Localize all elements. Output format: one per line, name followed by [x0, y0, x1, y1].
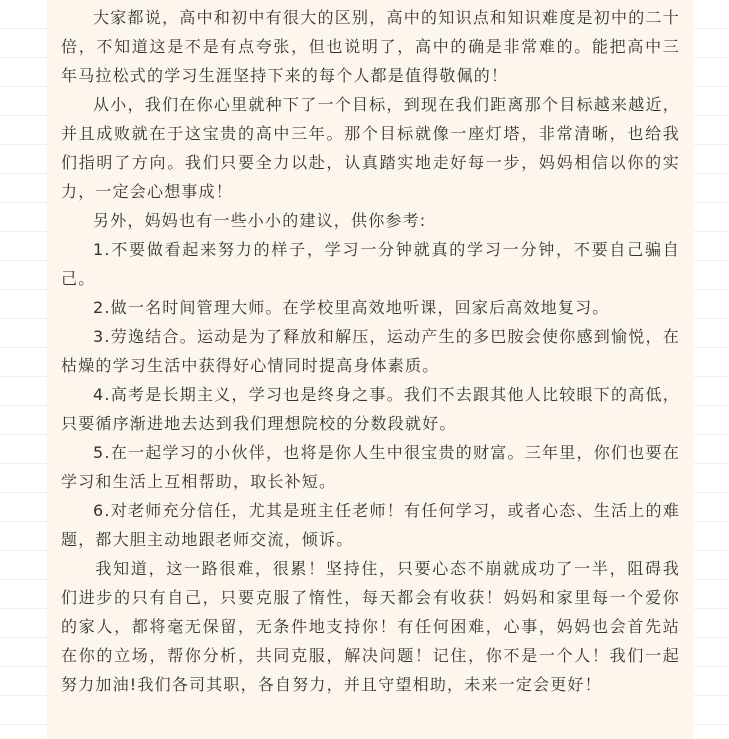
- paragraph-intro: 大家都说，高中和初中有很大的区别，高中的知识点和知识难度是初中的二十倍，不知道这是不是有点夸张，但也说明了，高中的确是非常难的。能把高中三年马拉松式的学习生涯坚持下来的每个人都是值得敬佩的！: [61, 8, 680, 85]
- advice-item-1: 1.不要做看起来努力的样子，学习一分钟就真的学习一分钟，不要自己骗自己。: [61, 240, 680, 288]
- advice-item-2: 2.做一名时间管理大师。在学校里高效地听课，回家后高效地复习。: [93, 298, 610, 317]
- letter-body: [47, 0, 694, 739]
- paragraph-goal: 从小，我们在你心里就种下了一个目标，到现在我们距离那个目标越来越近，并且成败就在于这宝贵的高中三年。那个目标就像一座灯塔，非常清晰，也给我们指明了方向。我们只要全力以赴，认真踏实地走好每一步，妈妈相信以你的实力，一定会心想事成！: [61, 95, 680, 201]
- advice-item-5: 5.在一起学习的小伙伴，也将是你人生中很宝贵的财富。三年里，你们也要在学习和生活上互相帮助，取长补短。: [61, 443, 680, 491]
- advice-item-4: 4.高考是长期主义，学习也是终身之事。我们不去跟其他人比较眼下的高低，只要循序渐进地去达到我们理想院校的分数段就好。: [61, 385, 680, 433]
- advice-item-6: 6.对老师充分信任，尤其是班主任老师！有任何学习，或者心态、生活上的难题，都大胆主动地跟老师交流，倾诉。: [61, 501, 680, 549]
- paragraph-advice-intro: 另外，妈妈也有一些小小的建议，供你参考:: [93, 211, 427, 230]
- advice-item-3: 3.劳逸结合。运动是为了释放和解压，运动产生的多巴胺会使你感到愉悦，在枯燥的学习生活中获得好心情同时提高身体素质。: [61, 327, 680, 375]
- paragraph-closing: 我知道，这一路很难，很累！坚持住，只要心态不崩就成功了一半，阻碍我们进步的只有自己，只要克服了惰性，每天都会有收获！妈妈和家里每一个爱你的家人，都将毫无保留，无条件地支持你！有任何困难，心事，妈妈也会首先站在你的立场，帮你分析，共同克服，解决问题！记住，你不是一个人！我们一起努力加油!我们各司其职，各自努力，并且守望相助，未来一定会更好！: [61, 559, 680, 694]
